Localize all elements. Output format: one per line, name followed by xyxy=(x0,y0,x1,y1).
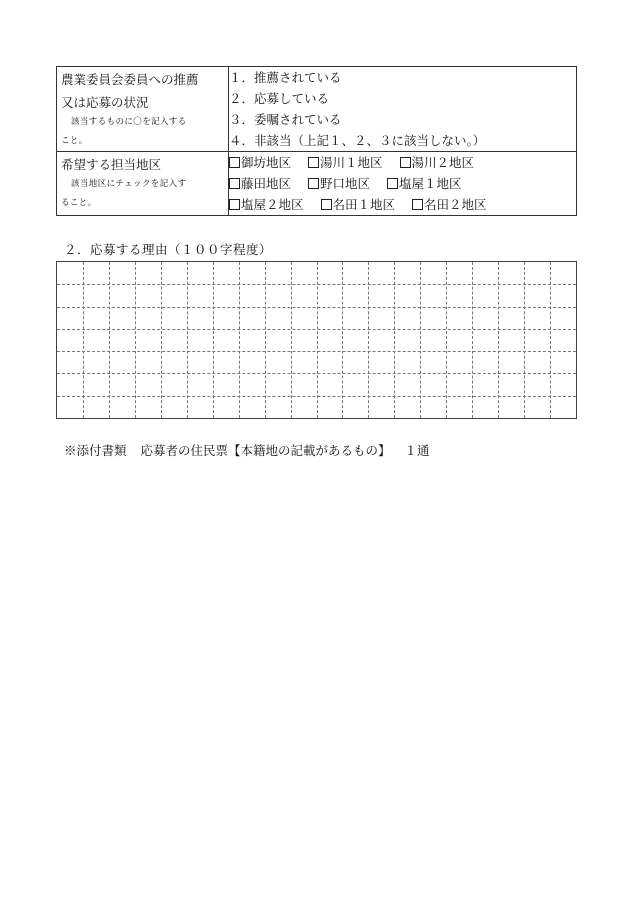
recommendation-note-line-2: こと。 xyxy=(61,136,88,146)
application-table xyxy=(56,66,577,216)
district-option-row xyxy=(229,152,576,173)
attachment-document: 応募者の住民票【本籍地の記載があるもの】 xyxy=(140,443,391,458)
grid-column-line xyxy=(83,262,84,418)
district-option-shioya-1[interactable]: 塩屋１地区 xyxy=(387,173,462,194)
grid-column-line xyxy=(265,262,266,418)
grid-column-line xyxy=(161,262,162,418)
grid-column-line xyxy=(109,262,110,418)
recommendation-option[interactable]: ４．非該当（上記１、２、３に該当しない。） xyxy=(229,133,486,148)
reason-section-title: ２．応募する理由（１００字程度） xyxy=(64,242,273,257)
district-label-cell xyxy=(57,152,229,216)
district-note-line-1: 該当地区にチェックを記入す xyxy=(71,179,187,189)
recommendation-label-cell xyxy=(57,67,229,152)
attachment-label: ※添付書類 xyxy=(64,443,127,458)
grid-column-line xyxy=(213,262,214,418)
checkbox-icon[interactable] xyxy=(321,199,332,210)
district-option-fujita[interactable]: 藤田地区 xyxy=(229,173,291,194)
district-option-row xyxy=(229,194,576,215)
grid-column-line xyxy=(187,262,188,418)
district-option-gobo[interactable]: 御坊地区 xyxy=(229,152,291,173)
district-note-line-2: ること。 xyxy=(61,198,97,208)
grid-row-line xyxy=(57,396,576,397)
grid-column-line xyxy=(472,262,473,418)
checkbox-icon[interactable] xyxy=(308,178,319,189)
recommendation-label-line-2: 又は応募の状況 xyxy=(61,95,149,110)
grid-column-line xyxy=(342,262,343,418)
grid-column-line xyxy=(498,262,499,418)
attachment-note xyxy=(64,441,440,459)
district-options-cell xyxy=(229,152,577,216)
checkbox-icon[interactable] xyxy=(229,178,240,189)
grid-column-line xyxy=(135,262,136,418)
checkbox-icon[interactable] xyxy=(308,157,319,168)
checkbox-icon[interactable] xyxy=(229,157,240,168)
district-option-noguchi[interactable]: 野口地区 xyxy=(308,173,370,194)
grid-column-line xyxy=(524,262,525,418)
recommendation-options-cell xyxy=(229,67,577,152)
grid-row-line xyxy=(57,329,576,330)
recommendation-note-line-1: 該当するものに〇を記入する xyxy=(71,117,187,127)
district-option-row xyxy=(229,173,576,194)
grid-column-line xyxy=(239,262,240,418)
recommendation-option[interactable]: １．推薦されている xyxy=(229,70,342,85)
grid-column-line xyxy=(368,262,369,418)
recommendation-option[interactable]: ３．委嘱されている xyxy=(229,112,342,127)
district-option-yukawa-2[interactable]: 湯川２地区 xyxy=(400,152,475,173)
recommendation-option[interactable]: ２．応募している xyxy=(229,91,330,106)
grid-row-line xyxy=(57,373,576,374)
grid-column-line xyxy=(420,262,421,418)
checkbox-icon[interactable] xyxy=(229,199,240,210)
grid-column-line xyxy=(550,262,551,418)
recommendation-row xyxy=(57,67,577,152)
checkbox-icon[interactable] xyxy=(387,178,398,189)
district-label: 希望する担当地区 xyxy=(61,157,162,172)
district-option-nada-2[interactable]: 名田２地区 xyxy=(412,194,487,215)
grid-column-line xyxy=(291,262,292,418)
grid-row-line xyxy=(57,351,576,352)
recommendation-label-line-1: 農業委員会委員への推薦 xyxy=(61,72,199,87)
district-row xyxy=(57,152,577,216)
district-option-nada-1[interactable]: 名田１地区 xyxy=(321,194,396,215)
checkbox-icon[interactable] xyxy=(400,157,411,168)
grid-column-line xyxy=(446,262,447,418)
grid-row-line xyxy=(57,307,576,308)
checkbox-icon[interactable] xyxy=(412,199,423,210)
grid-column-line xyxy=(317,262,318,418)
grid-column-line xyxy=(394,262,395,418)
reason-writing-grid[interactable] xyxy=(56,261,577,419)
attachment-count: １通 xyxy=(404,443,430,458)
grid-row-line xyxy=(57,284,576,285)
district-option-shioya-2[interactable]: 塩屋２地区 xyxy=(229,194,304,215)
district-option-yukawa-1[interactable]: 湯川１地区 xyxy=(308,152,383,173)
